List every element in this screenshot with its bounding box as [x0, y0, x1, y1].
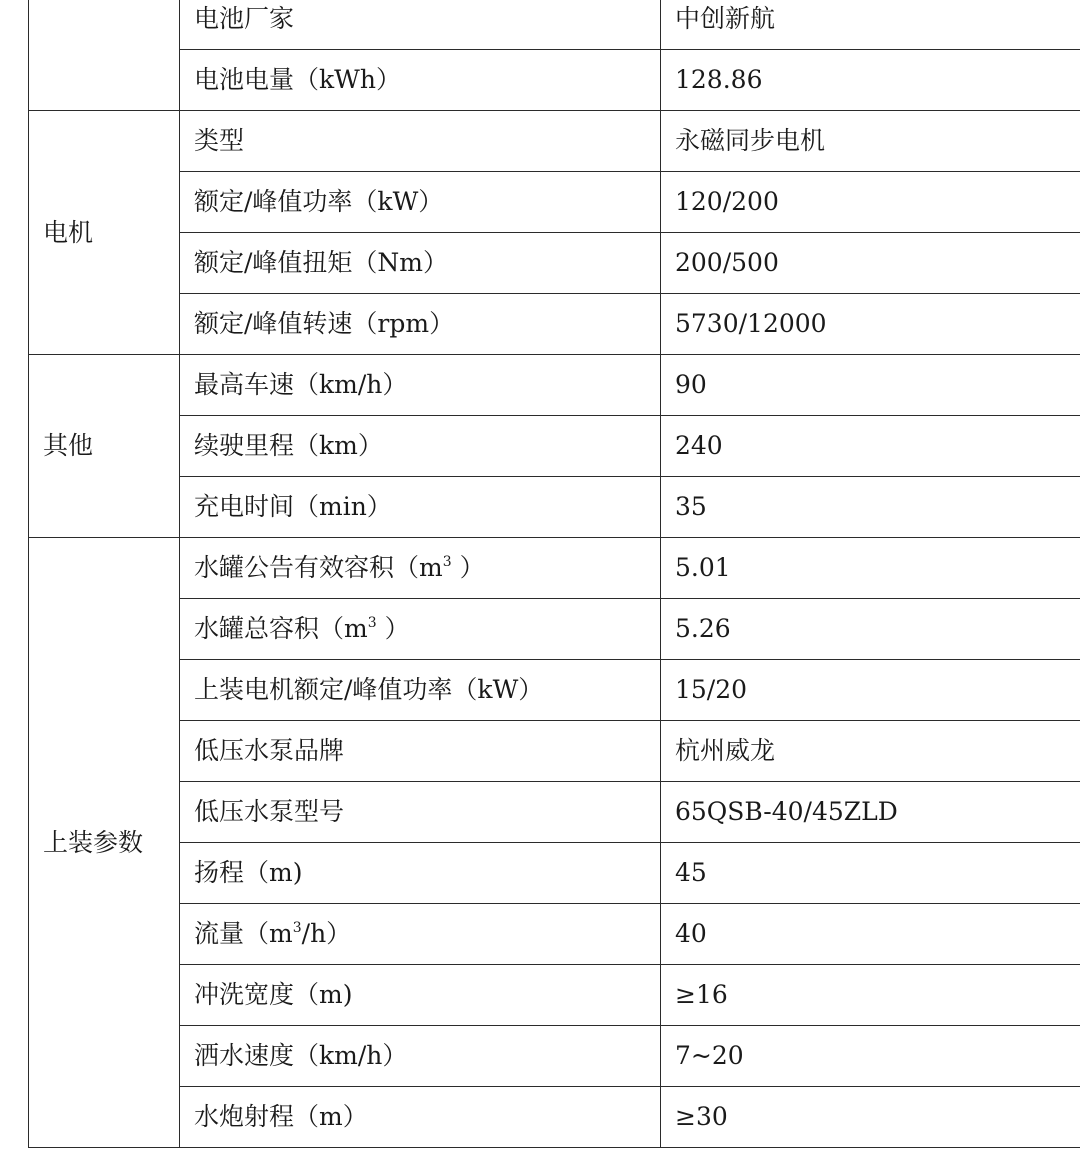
- table-row: [29, 233, 1080, 294]
- table-row: [29, 1026, 1080, 1087]
- table-row: [29, 1087, 1080, 1148]
- param-cell: 洒水速度（km/h）: [180, 1026, 661, 1087]
- value-cell: 45: [661, 843, 1080, 904]
- table-row: [29, 0, 1080, 50]
- table-row: [29, 355, 1080, 416]
- table-row: [29, 904, 1080, 965]
- table-row: [29, 721, 1080, 782]
- value-cell: 128.86: [661, 50, 1080, 111]
- table-row: [29, 416, 1080, 477]
- param-cell: [180, 904, 661, 965]
- value-cell: 200/500: [661, 233, 1080, 294]
- superscript: 3: [442, 554, 452, 570]
- value-cell: ≥30: [661, 1087, 1080, 1148]
- group-cell-battery: [29, 0, 180, 111]
- table-row: [29, 172, 1080, 233]
- value-cell: ≥16: [661, 965, 1080, 1026]
- value-cell: 5.26: [661, 599, 1080, 660]
- group-cell-other: 其他: [29, 355, 180, 538]
- param-cell: 类型: [180, 111, 661, 172]
- superscript: 3: [367, 615, 377, 631]
- param-cell: 低压水泵型号: [180, 782, 661, 843]
- value-cell: 杭州威龙: [661, 721, 1080, 782]
- value-cell: 中创新航: [661, 0, 1080, 50]
- param-cell: 额定/峰值功率（kW）: [180, 172, 661, 233]
- param-cell: 充电时间（min）: [180, 477, 661, 538]
- param-cell: 最高车速（km/h）: [180, 355, 661, 416]
- param-cell: [180, 538, 661, 599]
- page-bottom-margin: [0, 1160, 1080, 1169]
- param-cell: [180, 599, 661, 660]
- table-row: [29, 477, 1080, 538]
- value-cell: 120/200: [661, 172, 1080, 233]
- value-cell: 7~20: [661, 1026, 1080, 1087]
- param-text: /h）: [301, 919, 352, 948]
- value-cell: 40: [661, 904, 1080, 965]
- table-row: [29, 50, 1080, 111]
- param-text: 水罐总容积（m: [194, 614, 368, 643]
- table-row: [29, 111, 1080, 172]
- param-cell: 额定/峰值转速（rpm）: [180, 294, 661, 355]
- table-row: [29, 965, 1080, 1026]
- value-cell: 5.01: [661, 538, 1080, 599]
- value-cell: 65QSB-40/45ZLD: [661, 782, 1080, 843]
- param-cell: 电池厂家: [180, 0, 661, 50]
- param-text: ）: [451, 553, 485, 582]
- param-cell: 冲洗宽度（m): [180, 965, 661, 1026]
- table-row: [29, 843, 1080, 904]
- param-cell: 低压水泵品牌: [180, 721, 661, 782]
- value-cell: 90: [661, 355, 1080, 416]
- param-text: ）: [376, 614, 410, 643]
- group-cell-upper: 上装参数: [29, 538, 180, 1148]
- table-row: [29, 660, 1080, 721]
- table-row: [29, 599, 1080, 660]
- param-cell: 扬程（m): [180, 843, 661, 904]
- table-row: [29, 294, 1080, 355]
- table-row: [29, 782, 1080, 843]
- param-text: 流量（m: [194, 919, 293, 948]
- param-cell: 电池电量（kWh）: [180, 50, 661, 111]
- value-cell: 240: [661, 416, 1080, 477]
- superscript: 3: [292, 920, 302, 936]
- value-cell: 35: [661, 477, 1080, 538]
- value-cell: 永磁同步电机: [661, 111, 1080, 172]
- param-text: 水罐公告有效容积（m: [194, 553, 443, 582]
- group-cell-motor: 电机: [29, 111, 180, 355]
- param-cell: 续驶里程（km）: [180, 416, 661, 477]
- param-cell: 上装电机额定/峰值功率（kW）: [180, 660, 661, 721]
- value-cell: 5730/12000: [661, 294, 1080, 355]
- table-row: [29, 538, 1080, 599]
- param-cell: 水炮射程（m）: [180, 1087, 661, 1148]
- spec-table: [28, 0, 1080, 1148]
- param-cell: 额定/峰值扭矩（Nm）: [180, 233, 661, 294]
- value-cell: 15/20: [661, 660, 1080, 721]
